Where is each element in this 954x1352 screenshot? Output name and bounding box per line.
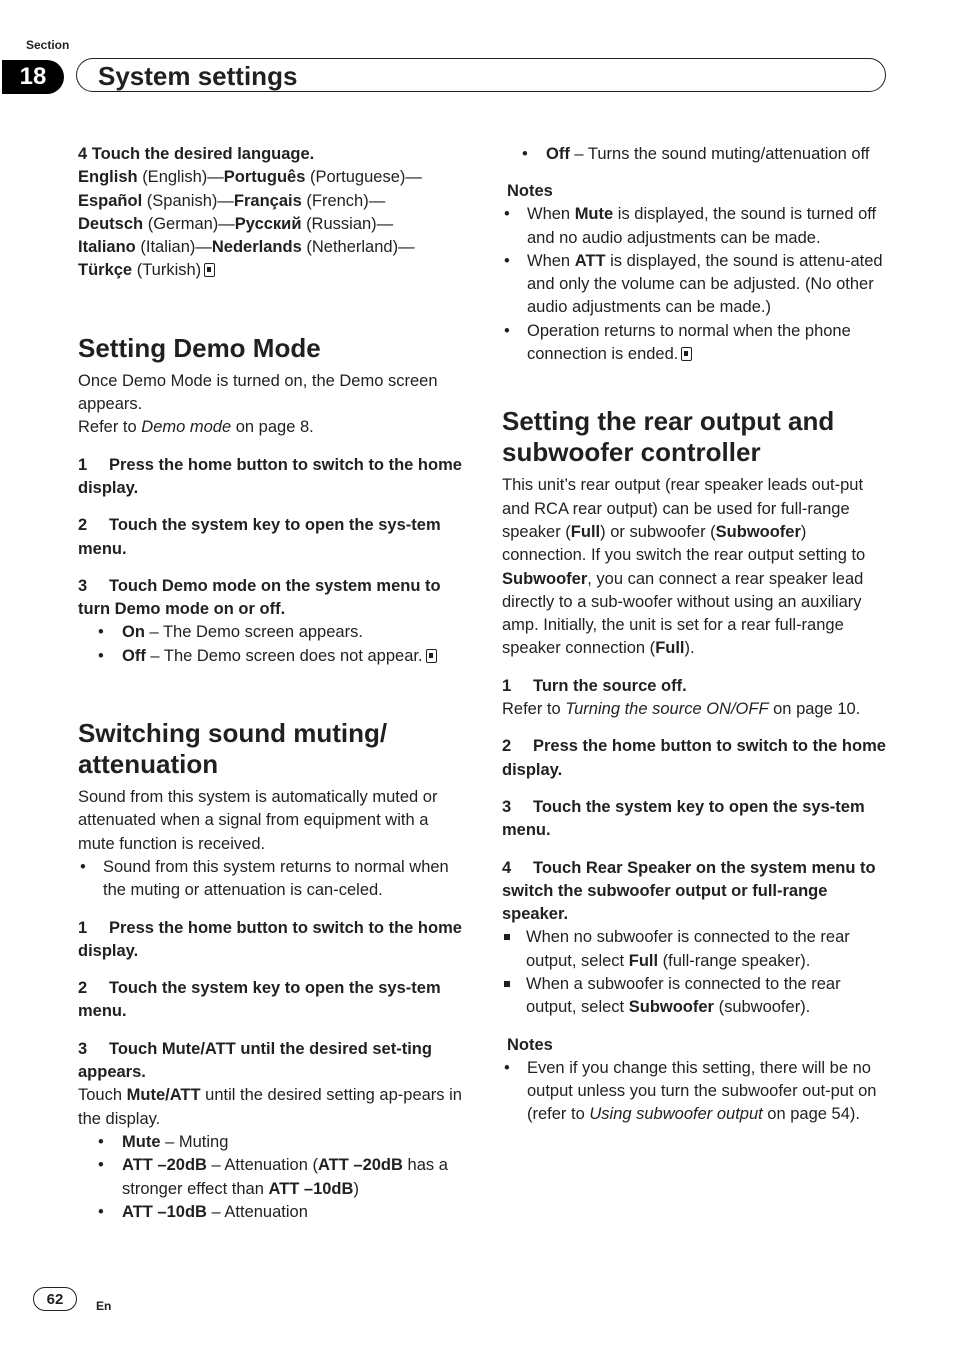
key-name: Full (628, 951, 659, 970)
option-name: ATT –20dB (317, 1156, 403, 1175)
text: When (527, 205, 575, 224)
mute-intro: Sound from this system is automatically muted or attenuated when a signal from equipment with a mute function is received. (78, 788, 438, 853)
step-text: Touch Rear Speaker on the system menu to switch the subwoofer output or full-range speaker. (502, 858, 876, 924)
end-mark-icon (681, 347, 692, 361)
option-desc: – Attenuation (206, 1202, 308, 1221)
list-item (502, 203, 886, 250)
key-name: Full (655, 639, 685, 658)
lang-name: Español (78, 191, 143, 210)
option-name: ATT –10dB (268, 1179, 354, 1198)
language-list: English (English)—Português (Portuguese)— Español (Spanish)—Français (French)— Deutsch (German)—Русский (Russian)— Italiano (Italian)—Nederlands (Netherland)— Türkçe (Turkish) (78, 168, 422, 280)
rear-step-2: 2 Press the home button to switch to the home display. (502, 737, 886, 779)
rear-step-1: 1 Turn the source off. (502, 676, 687, 695)
notes-heading: Notes (507, 1035, 553, 1054)
lang-desc: (French) (306, 191, 369, 210)
text: Operation returns to normal when the phone connection is ended. (527, 321, 851, 364)
lang-desc: (Portuguese) (309, 168, 406, 187)
step-text: Touch the system key to open the sys-tem menu. (78, 979, 441, 1021)
option-desc: – The Demo screen does not appear. (145, 646, 423, 665)
lang-name: Português (223, 168, 306, 187)
demo-step-2: 2 Touch the system key to open the sys-tem menu. (78, 516, 441, 558)
option-name: Off (546, 145, 570, 163)
key-name: Subwoofer (628, 998, 714, 1017)
end-mark-icon (204, 263, 215, 277)
text: until the desired setting ap-pears in the display. (78, 1086, 462, 1128)
mute-step-2: 2 Touch the system key to open the sys-tem menu. (78, 979, 441, 1021)
lang-name: Italiano (78, 238, 136, 257)
mute-bullets (78, 856, 466, 903)
list-item: • Sound from this system returns to normal when the muting or attenuation is can-celed. (78, 856, 466, 903)
key-name: Mute/ATT (126, 1086, 201, 1105)
text: ). (684, 639, 695, 658)
text: This unit’s rear output (rear speaker leads out-put and RCA rear output) can be used for full-range speaker ( (502, 476, 864, 541)
rear-step-3: 3 Touch the system key to open the sys-tem menu. (502, 797, 865, 840)
step-text: Touch Mute/ATT until the desired set-ting appears. (78, 1039, 432, 1082)
demo-step-3: 3 Touch Demo mode on the system menu to turn Demo mode on or off. (78, 576, 441, 619)
lang-desc: (Netherland) (306, 238, 399, 257)
text: is displayed, the sound is turned off and no audio adjustments can be made. (527, 205, 877, 247)
key-name: Mute (574, 205, 614, 224)
list-item (502, 143, 886, 166)
list-item (78, 621, 466, 644)
section-title: System settings (98, 61, 298, 91)
language-code: En (96, 1299, 112, 1313)
list-item (78, 1154, 466, 1201)
lang-desc: (English) (142, 168, 208, 187)
left-column (78, 143, 466, 1224)
ref-text: Refer to (78, 418, 142, 437)
rear-reference (502, 698, 886, 721)
text: Even if you change this setting, there will be no output unless you turn the subwoofer out-put on (refer to (527, 1058, 877, 1124)
list-item (502, 1057, 886, 1127)
rear-heading: Setting the rear output and subwoofer controller (502, 406, 835, 468)
demo-options (78, 621, 466, 668)
lang-name: Deutsch (78, 214, 144, 233)
notes-list (502, 1057, 886, 1127)
ref-text: Refer to (502, 700, 566, 719)
lang-desc: (Spanish) (146, 191, 218, 210)
lang-name: Français (233, 191, 302, 210)
list-item (502, 973, 886, 1020)
step-text: Press the home button to switch to the home display. (78, 455, 462, 497)
step-text: Touch the system key to open the sys-tem menu. (502, 797, 865, 840)
text: (subwoofer). (713, 998, 811, 1017)
lang-name: Nederlands (211, 238, 302, 257)
option-desc: ) (353, 1179, 359, 1198)
rear-intro (502, 474, 886, 660)
option-name: ATT –20dB (122, 1156, 207, 1175)
mute-step-1: 1 Press the home button to switch to the home display. (78, 918, 462, 960)
option-name: ATT –10dB (122, 1202, 207, 1221)
page-number: 62 (33, 1287, 77, 1311)
option-desc: – Turns the sound muting/attenuation off (569, 145, 870, 163)
section-label: Section (26, 38, 70, 52)
mute-heading: Switching sound muting/ attenuation (78, 718, 388, 780)
text: on page 54). (762, 1105, 860, 1124)
lang-name: Русский (234, 214, 302, 233)
ref-link-text: Using subwoofer output (589, 1105, 763, 1124)
demo-step-1: 1 Press the home button to switch to the home display. (78, 455, 462, 497)
option-name: Mute (122, 1132, 161, 1151)
step-text: Touch the system key to open the sys-tem menu. (78, 516, 441, 558)
mute-off-option (502, 143, 886, 166)
list-item (78, 645, 466, 668)
lang-desc: (Turkish) (136, 261, 202, 280)
right-column (502, 143, 886, 1127)
mute-step-3: 3 Touch Mute/ATT until the desired set-ting appears. (78, 1039, 432, 1082)
key-name: Subwoofer (502, 569, 588, 588)
list-item (78, 1131, 466, 1154)
option-desc: – Attenuation ( (206, 1156, 318, 1175)
mute-touch-instruction (78, 1084, 466, 1131)
option-name: Off (122, 646, 146, 665)
option-desc: – Muting (160, 1132, 229, 1151)
list-item (502, 320, 886, 367)
text: ) connection. If you switch the rear output setting to (502, 522, 866, 565)
option-name: On (122, 623, 145, 642)
text: , you can connect a rear speaker lead directly to a sub-woofer without using an auxiliary amp. Initially, the unit is set for a rear full-range speaker connection ( (502, 569, 864, 658)
end-mark-icon (426, 649, 437, 663)
demo-heading: Setting Demo Mode (78, 332, 321, 363)
text: Touch (78, 1086, 127, 1105)
rear-step-4: 4 Touch Rear Speaker on the system menu to switch the subwoofer output or full-range speaker. (502, 858, 876, 924)
ref-link-text: Turning the source ON/OFF (565, 700, 769, 719)
lang-desc: (Italian) (140, 238, 196, 257)
ref-text: on page 8. (231, 418, 314, 437)
text: When (527, 251, 575, 270)
list-item (502, 926, 886, 973)
key-name: Subwoofer (715, 522, 801, 541)
step-text: Touch Demo mode on the system menu to turn Demo mode on or off. (78, 576, 441, 619)
step-text: Press the home button to switch to the home display. (78, 918, 462, 960)
list-item (78, 1201, 466, 1224)
option-desc: has a stronger effect than (122, 1156, 448, 1198)
step-text: Press the home button to switch to the home display. (502, 737, 886, 779)
lang-desc: (Russian) (306, 214, 377, 233)
lang-name: English (78, 168, 138, 187)
lang-desc: (German) (147, 214, 219, 233)
text: is displayed, the sound is attenu-ated and only the volume can be adjusted. (No other audio adjustments can be made.) (527, 251, 883, 317)
step-text: Turn the source off. (533, 676, 687, 695)
key-name: ATT (574, 251, 606, 270)
ref-text: on page 10. (768, 700, 861, 719)
text: (full-range speaker). (658, 951, 811, 970)
key-name: Full (570, 522, 601, 541)
notes-heading: Notes (507, 182, 553, 201)
text: When no subwoofer is connected to the rear output, select (526, 928, 850, 970)
language-step: 4 Touch the desired language. (78, 145, 315, 163)
text: When a subwoofer is connected to the rear output, select (526, 975, 841, 1017)
list-item (502, 250, 886, 320)
demo-reference (78, 416, 466, 439)
lang-name: Türkçe (78, 261, 133, 280)
ref-link-text: Demo mode (141, 418, 232, 437)
mute-options (78, 1131, 466, 1224)
section-number-badge: 18 (2, 60, 64, 94)
notes-list (502, 203, 886, 366)
demo-intro: Once Demo Mode is turned on, the Demo screen appears. (78, 371, 438, 414)
option-desc: – The Demo screen appears. (144, 623, 363, 642)
text: ) or subwoofer ( (600, 522, 716, 541)
rear-square-list (502, 926, 886, 1019)
